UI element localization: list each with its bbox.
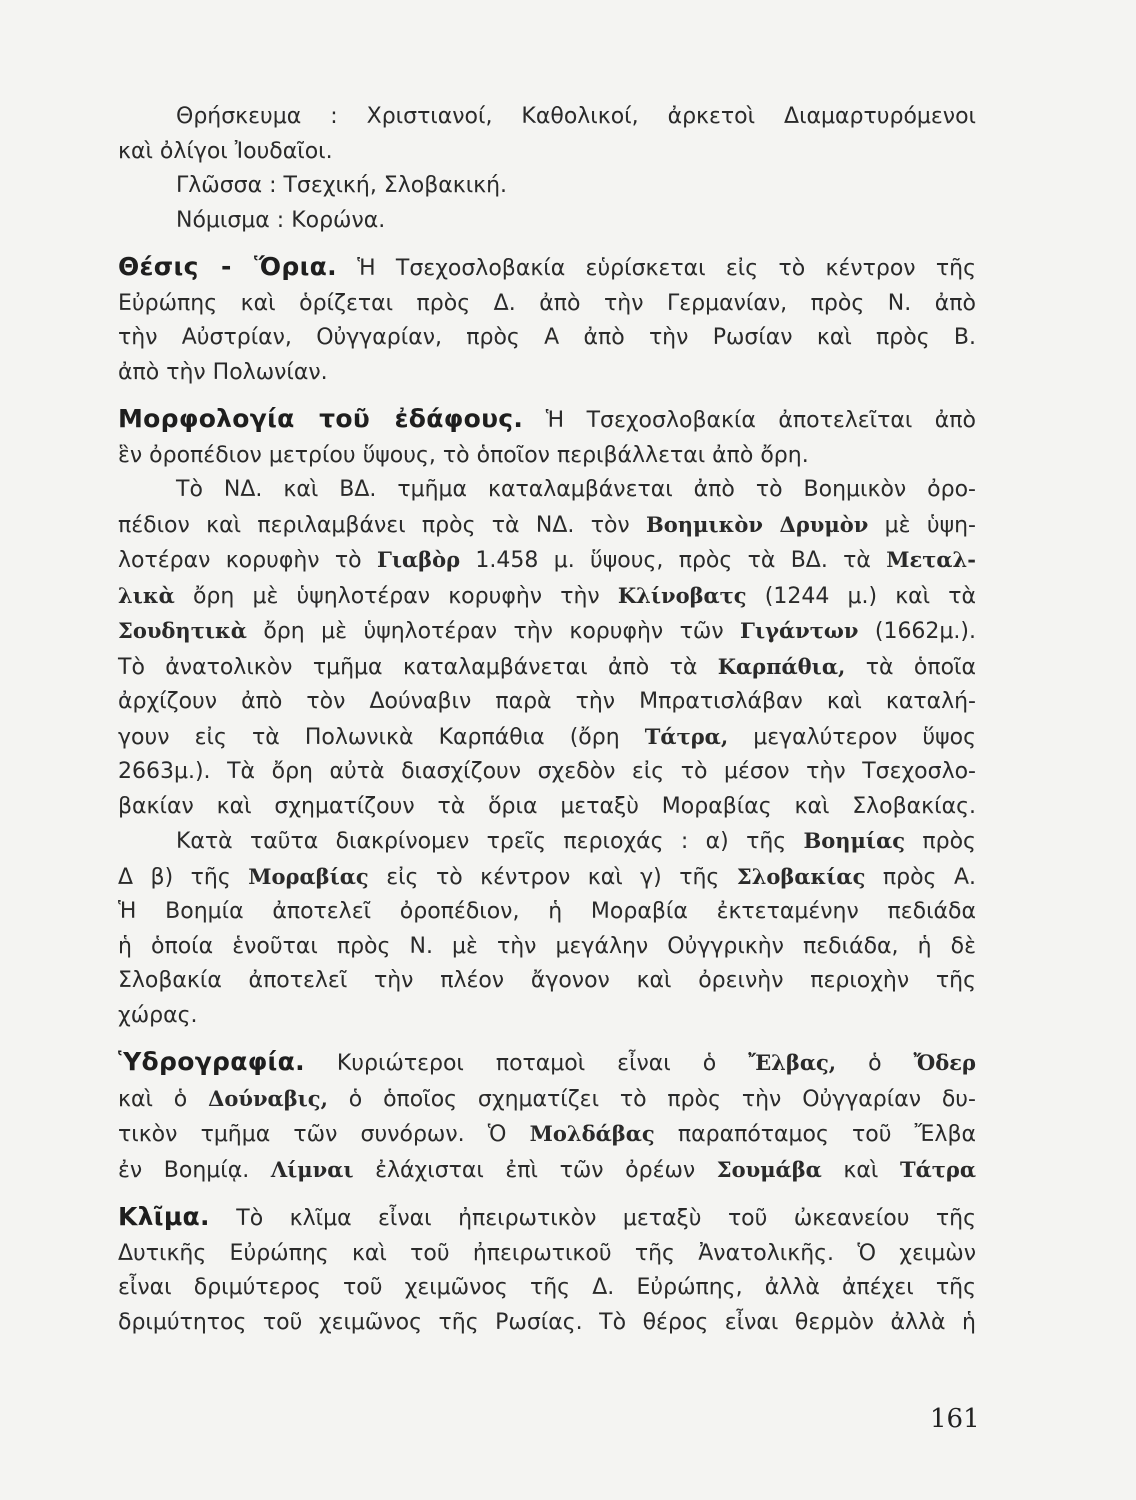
- climate-line-3: εἶναι δριμύτερος τοῦ χειμῶνος τῆς Δ. Εὐρώπης, ἀλλὰ ἀπέχει τῆς: [118, 1275, 976, 1300]
- currency-line: Νόμισμα : Κορώνα.: [176, 207, 386, 233]
- climate-line-4: δριμύτητος τοῦ χειμῶνος τῆς Ρωσίας. Τὸ θέρος εἶναι θερμὸν ἀλλὰ ἡ: [118, 1309, 976, 1335]
- page-body: [118, 100, 976, 1340]
- morphology-p2-line-9: 2663μ.). Τὰ ὄρη αὐτὰ διασχίζουν σχεδὸν εἰς τὸ μέσον τὴν Τσεχοσλο-: [118, 759, 976, 784]
- page-number: 161: [930, 1404, 980, 1434]
- climate-heading: Κλῖμα.: [118, 1202, 210, 1231]
- hydrography-line-1: Ὑδρογραφία. Κυριώτεροι ποταμοὶ εἶναι ὁ Ἔλβας, ὁ Ὄδερ: [118, 1047, 976, 1076]
- hydrography-line-3: τικὸν τμῆμα τῶν συνόρων. Ὁ Μολδάβας παραπόταμος τοῦ Ἔλβα: [118, 1121, 976, 1147]
- morphology-p3-line-2: Δ β) τῆς Μοραβίας εἰς τὸ κέντρον καὶ γ) τῆς Σλοβακίας πρὸς Α.: [118, 863, 977, 890]
- morphology-p3-line-3: Ἡ Βοημία ἀποτελεῖ ὀροπέδιον, ἡ Μοραβία ἐκτεταμένην πεδιάδα: [118, 899, 976, 924]
- morphology-p2-line-10: βακίαν καὶ σχηματίζουν τὰ ὅρια μεταξὺ Μοραβίας καὶ Σλοβακίας.: [118, 793, 976, 819]
- morphology-p2-line-8: γουν εἰς τὰ Πολωνικὰ Καρπάθια (ὄρη Τάτρα, μεγαλύτερον ὕψος: [118, 723, 976, 750]
- morphology-p2-line-3: λοτέραν κορυφὴν τὸ Γιαβὸρ 1.458 μ. ὕψους, πρὸς τὰ ΒΔ. τὰ Μεταλ-: [118, 547, 976, 573]
- hydrography-line-2: καὶ ὁ Δούναβις, ὁ ὁποῖος σχηματίζει τὸ πρὸς τὴν Οὐγγαρίαν δυ-: [118, 1085, 976, 1112]
- morphology-p2-line-5: Σουδητικὰ ὄρη μὲ ὑψηλοτέραν τὴν κορυφὴν τῶν Γιγάντων (1662μ.).: [118, 618, 976, 644]
- climate-line-2: Δυτικῆς Εὐρώπης καὶ τοῦ ἠπειρωτικοῦ τῆς Ἀνατολικῆς. Ὁ χειμὼν: [118, 1240, 976, 1266]
- climate-line-1: Κλῖμα. Τὸ κλῖμα εἶναι ἠπειρωτικὸν μεταξὺ τοῦ ὠκεανείου τῆς: [118, 1202, 976, 1231]
- morphology-line-2: ἓν ὀροπέδιον μετρίου ὕψους, τὸ ὁποῖον περιβάλλεται ἀπὸ ὄρη.: [118, 442, 809, 468]
- morphology-p2-line-4: λικὰ ὄρη μὲ ὑψηλοτέραν κορυφὴν τὴν Κλίνοβατς (1244 μ.) καὶ τὰ: [118, 582, 977, 609]
- religion-line-1: Θρήσκευμα : Χριστιανοί, Καθολικοί, ἀρκετοὶ Διαμαρτυρόμενοι: [176, 104, 976, 129]
- position-heading: Θέσις - Ὅρια.: [118, 252, 337, 281]
- morphology-p2-line-6: Τὸ ἀνατολικὸν τμῆμα καταλαμβάνεται ἀπὸ τὰ Καρπάθια, τὰ ὁποῖα: [118, 653, 976, 680]
- position-line-4: ἀπὸ τὴν Πολωνίαν.: [118, 359, 328, 385]
- morphology-p3-line-4: ἡ ὁποία ἑνοῦται πρὸς Ν. μὲ τὴν μεγάλην Οὐγγρικὴν πεδιάδα, ἡ δὲ: [118, 933, 976, 959]
- morphology-p3-line-6: χώρας.: [118, 1002, 198, 1028]
- position-line-1: Θέσις - Ὅρια. Ἡ Τσεχοσλοβακία εὑρίσκεται εἰς τὸ κέντρον τῆς: [118, 252, 976, 281]
- morphology-p2-line-1: Τὸ ΝΔ. καὶ ΒΔ. τμῆμα καταλαμβάνεται ἀπὸ τὸ Βοημικὸν ὀρο-: [176, 477, 976, 502]
- hydrography-line-4: ἐν Βοημίᾳ. Λίμναι ἐλάχισται ἐπὶ τῶν ὀρέων Σουμάβα καὶ Τάτρα: [118, 1156, 976, 1183]
- position-line-3: τὴν Αὐστρίαν, Οὐγγαρίαν, πρὸς Α ἀπὸ τὴν Ρωσίαν καὶ πρὸς Β.: [118, 325, 976, 350]
- morphology-p3-line-5: Σλοβακία ἀποτελεῖ τὴν πλέον ἄγονον καὶ ὀρεινὴν περιοχὴν τῆς: [118, 968, 976, 993]
- language-line: Γλῶσσα : Τσεχική, Σλοβακική.: [176, 173, 508, 198]
- morphology-heading: Μορφολογία τοῦ ἐδάφους.: [118, 404, 524, 433]
- morphology-p2-line-2: πέδιον καὶ περιλαμβάνει πρὸς τὰ ΝΔ. τὸν Βοημικὸν Δρυμὸν μὲ ὑψη-: [118, 511, 976, 538]
- morphology-line-1: Μορφολογία τοῦ ἐδάφους. Ἡ Τσεχοσλοβακία ἀποτελεῖται ἀπὸ: [118, 404, 977, 433]
- position-line-2: Εὐρώπης καὶ ὁρίζεται πρὸς Δ. ἀπὸ τὴν Γερμανίαν, πρὸς Ν. ἀπὸ: [118, 290, 976, 316]
- morphology-p2-line-7: ἀρχίζουν ἀπὸ τὸν Δούναβιν παρὰ τὴν Μπρατισλάβαν καὶ καταλή-: [118, 689, 976, 714]
- religion-line-2: καὶ ὀλίγοι Ἰουδαῖοι.: [118, 138, 333, 164]
- hydrography-heading: Ὑδρογραφία.: [118, 1047, 305, 1076]
- morphology-p3-line-1: Κατὰ ταῦτα διακρίνομεν τρεῖς περιοχάς : α) τῆς Βοημίας πρὸς: [176, 828, 976, 854]
